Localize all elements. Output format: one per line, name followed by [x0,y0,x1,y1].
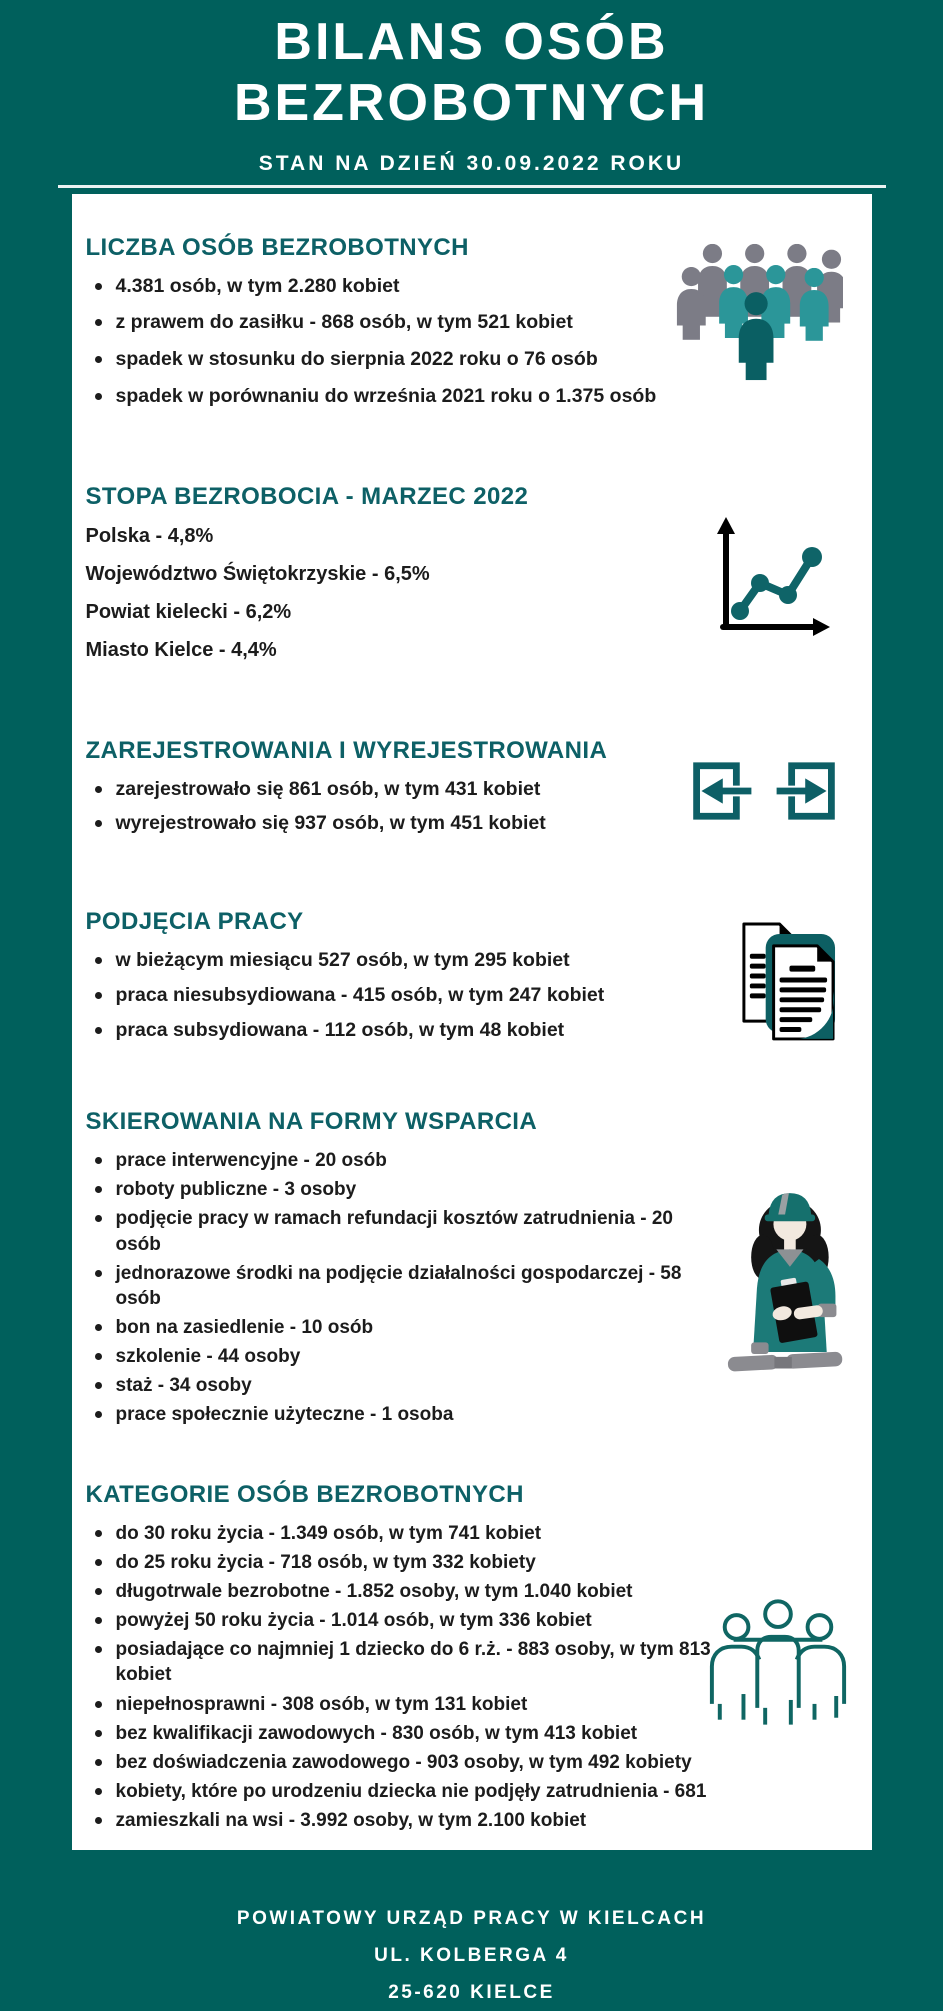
list-item: bez doświadczenia zawodowego - 903 osoby, w tym 492 kobiety [86,1750,726,1775]
list-item: staż - 34 osoby [86,1373,701,1398]
list-item: w bieżącym miesiącu 527 osób, w tym 295 kobiet [86,948,719,974]
list-item: posiadające co najmniej 1 dziecko do 6 r.ż. - 883 osoby, w tym 813 kobiet [86,1637,726,1687]
list-item: długotrwale bezrobotne - 1.852 osoby, w tym 1.040 kobiet [86,1579,726,1604]
list-item: podjęcie pracy w ramach refundacji kosztów zatrudnienia - 20 osób [86,1206,701,1256]
section-text [86,483,679,675]
list-item: Polska - 4,8% [85,524,214,547]
page-title [0,12,943,134]
list-item: do 30 roku życia - 1.349 osób, w tym 741 kobiet [86,1521,726,1546]
list-item: spadek w porównaniu do września 2021 roku o 1.375 osób [86,384,664,410]
section-heading: KATEGORIE OSÓB BEZROBOTNYCH [85,1481,524,1509]
crowd-icon [664,234,854,421]
section-skierowania [86,1108,854,1431]
list-item: prace interwencyjne - 20 osób [86,1148,701,1173]
subtitle-divider [58,185,886,188]
list-item: Województwo Świętokrzyskie - 6,5% [85,562,430,585]
list-item: Powiat kielecki - 6,2% [85,600,292,623]
section-text [86,737,674,846]
bullet-list [86,1148,701,1427]
section-heading: LICZBA OSÓB BEZROBOTNYCH [85,233,469,261]
bullet-list [86,274,664,410]
section-heading: PODJĘCIA PRACY [85,908,304,936]
list-item: z prawem do zasiłku - 868 osób, w tym 521 kobiet [86,310,664,336]
section-heading: ZAREJESTROWANIA I WYREJESTROWANIA [85,736,608,764]
stat-lines [86,523,679,663]
section-stopa-bezrobocia [86,483,854,675]
list-item: szkolenie - 44 osoby [86,1344,701,1369]
list-item: kobiety, które po urodzeniu dziecka nie podjęły zatrudnienia - 681 [86,1779,726,1804]
list-item: spadek w stosunku do sierpnia 2022 roku o 76 osób [86,347,664,373]
section-kategorie [86,1481,854,1837]
list-item: roboty publiczne - 3 osoby [86,1177,701,1202]
page-subtitle: STAN NA DZIEŃ 30.09.2022 ROKU [258,151,685,175]
bullet-list [86,948,719,1043]
worker-icon [724,1166,850,1389]
page-title-line1: BILANS OSÓB [274,13,669,71]
documents-icon [719,908,854,1052]
transfer-arrows-icon [674,737,854,846]
list-item: 4.381 osób, w tym 2.280 kobiet [86,274,664,300]
footer-city: 25-620 KIELCE [388,1981,555,2003]
list-item: prace społecznie użyteczne - 1 osoba [86,1402,701,1427]
section-liczba-osob-bezrobotnych [86,234,854,421]
list-item: bon na zasiedlenie - 10 osób [86,1315,701,1340]
list-item: niepełnosprawni - 308 osób, w tym 131 kobiet [86,1692,726,1717]
page-title-line2: BEZROBOTNYCH [233,73,710,132]
content-card [72,194,872,1850]
bullet-list [86,777,674,837]
footer-org-name: POWIATOWY URZĄD PRACY W KIELCACH [236,1907,707,1929]
list-item: praca subsydiowana - 112 osób, w tym 48 kobiet [86,1018,719,1044]
section-podjecia-pracy [86,908,854,1052]
line-chart-icon [679,483,854,675]
section-text [86,908,719,1052]
list-item: jednorazowe środki na podjęcie działalności gospodarczej - 58 osób [86,1261,701,1311]
header [0,0,943,188]
footer-street: UL. KOLBERGA 4 [374,1944,569,1966]
footer [0,1900,943,2011]
section-heading: SKIEROWANIA NA FORMY WSPARCIA [85,1108,538,1136]
list-item: do 25 roku życia - 718 osób, w tym 332 kobiety [86,1550,726,1575]
section-text [86,234,664,421]
list-item: Miasto Kielce - 4,4% [85,638,277,661]
list-item: zarejestrowało się 861 osób, w tym 431 kobiet [86,777,674,803]
bullet-list [86,1521,726,1833]
list-item: praca niesubsydiowana - 415 osób, w tym 247 kobiet [86,983,719,1009]
list-item: zamieszkali na wsi - 3.992 osoby, w tym 2.100 kobiet [86,1808,726,1833]
section-heading: STOPA BEZROBOCIA - MARZEC 2022 [85,482,529,510]
section-zarejestrowania [86,737,854,846]
section-text [86,1481,726,1837]
list-item: wyrejestrowało się 937 osób, w tym 451 kobiet [86,811,674,837]
section-text [86,1108,701,1431]
group-outline-icon [704,1593,852,1732]
list-item: powyżej 50 roku życia - 1.014 osób, w tym 336 kobiet [86,1608,726,1633]
list-item: bez kwalifikacji zawodowych - 830 osób, w tym 413 kobiet [86,1721,726,1746]
